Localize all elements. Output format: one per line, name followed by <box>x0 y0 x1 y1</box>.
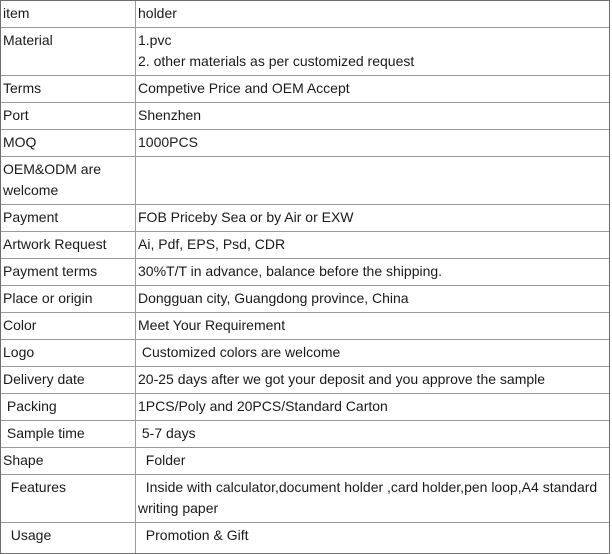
row-value: Folder <box>136 448 609 475</box>
table-row <box>1 523 609 553</box>
table-row <box>1 130 609 157</box>
row-value: FOB Priceby Sea or by Air or EXW <box>136 205 609 232</box>
table-row <box>1 28 609 76</box>
table-row <box>1 475 609 523</box>
row-value: Shenzhen <box>136 103 609 130</box>
table-row <box>1 103 609 130</box>
row-label: Delivery date <box>1 367 136 394</box>
row-label: MOQ <box>1 130 136 157</box>
row-value: 5-7 days <box>136 421 609 448</box>
table-row <box>1 157 609 205</box>
row-label: Payment <box>1 205 136 232</box>
table-row <box>1 232 609 259</box>
table-row <box>1 421 609 448</box>
table-row <box>1 394 609 421</box>
table-row <box>1 313 609 340</box>
row-label: Logo <box>1 340 136 367</box>
table-row <box>1 205 609 232</box>
row-label: Sample time <box>1 421 136 448</box>
row-label: Port <box>1 103 136 130</box>
row-label: Payment terms <box>1 259 136 286</box>
row-value: Promotion & Gift <box>138 527 249 543</box>
row-value: Competive Price and OEM Accept <box>136 76 609 103</box>
row-label: Place or origin <box>1 286 136 313</box>
row-label: Material <box>1 28 136 76</box>
table-row <box>1 367 609 394</box>
row-label: Terms <box>1 76 136 103</box>
row-value: 30%T/T in advance, balance before the shipping. <box>136 259 609 286</box>
row-value: 20-25 days after we got your deposit and you approve the sample <box>136 367 609 394</box>
row-value: holder <box>136 1 609 28</box>
table-row <box>1 76 609 103</box>
row-value: 1.pvc 2. other materials as per customized request <box>136 28 609 76</box>
table-row <box>1 448 609 475</box>
row-value: Meet Your Requirement <box>136 313 609 340</box>
row-value: Inside with calculator,document holder ,card holder,pen loop,A4 standard writing paper <box>136 475 609 523</box>
table-row <box>1 259 609 286</box>
table-row <box>1 340 609 367</box>
row-label: Features <box>1 475 136 523</box>
row-value: Ai, Pdf, EPS, Psd, CDR <box>136 232 609 259</box>
row-value <box>136 157 609 205</box>
row-value: Dongguan city, Guangdong province, China <box>136 286 609 313</box>
row-label: Shape <box>1 448 136 475</box>
row-value: 1PCS/Poly and 20PCS/Standard Carton <box>136 394 609 421</box>
row-value: 1000PCS <box>136 130 609 157</box>
row-label: Artwork Request <box>1 232 136 259</box>
row-label: Color <box>1 313 136 340</box>
row-label: Usage <box>1 523 136 553</box>
row-value: Customized colors are welcome <box>136 340 609 367</box>
table-row <box>1 1 609 28</box>
row-label: Packing <box>1 394 136 421</box>
table-row <box>1 286 609 313</box>
row-label: OEM&ODM are welcome <box>1 157 136 205</box>
row-label: item <box>1 1 136 28</box>
